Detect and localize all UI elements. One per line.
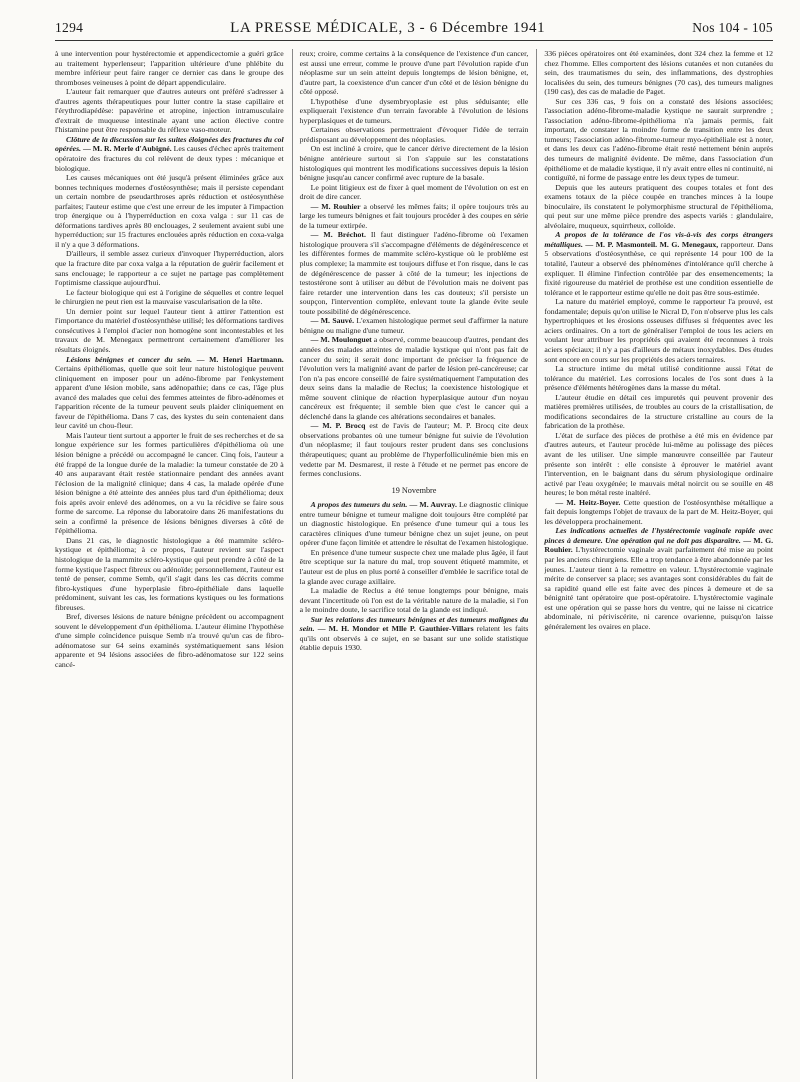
section-hysterectomie [544, 526, 773, 631]
section-author: — M. H. Mondor et Mlle P. Gauthier-Villars [317, 624, 474, 634]
paragraph: D'ailleurs, il semble assez curieux d'invoquer l'hyperréduction, alors que la fracture dite par coxa valga a la réputation de guérir facilement et sans enclouage; le rapporteur a ce sujet ne partage pas complètement l'optimisme classique aujourd'hui. [55, 249, 284, 288]
paragraph: Depuis que les auteurs pratiquent des coupes totales et font des examens totaux de la pièce coupée en tranches minces à la loupe binoculaire, ils constatent le polymorphisme structural de l'épithélioma, qui peut sur une même pièce prendre des aspects variés : glandulaire, alvéolaire, muqueux, squirrheux, colloïde. [544, 182, 773, 230]
discussion-moulonguet [300, 335, 529, 421]
paragraph-text: a observé les mêmes faits; il opère toujours très au large les tumeurs bénignes et fait toujours procéder à des coupes en série de la tumeur extirpée. [299, 201, 529, 230]
paragraph-text: est de l'avis de l'auteur; M. P. Brocq cite deux observations probantes où une tumeur bénigne fut suivie de l'évolution d'un néoplasme; il faut toujours rester prudent dans ses conclusions thérapeutiques; quant au problème de l'hyperfolliculinémie bien mis en vedette par M. Desmarest, il reste à l'étude et ne permet pas encore de fermes conclusions. [299, 421, 529, 479]
paragraph-text: Cette question de l'ostéosynthèse métallique a fait depuis longtemps l'objet de travaux de la part de M. Heitz-Boyer, qui les développera prochainement. [544, 497, 773, 526]
discussion-rouhier [300, 202, 529, 231]
discussion-heitz-boyer [544, 498, 773, 527]
section-author: — M. P. Masmonteil. M. G. Menegaux, [585, 239, 719, 249]
discussant-name: — M. Rouhier [310, 201, 361, 211]
paragraph: La nature du matériel employé, comme le rapporteur l'a prouvé, est fondamentale; depuis qu'on utilise le Nicral D, l'on n'observe plus les cals hypertrophiques et les érosions osseuses diffuses si fréquentes avec les aciers ordinaires. On a tort de généraliser l'emploi de tous les aciers en voulant leur attribuer les propriétés qui avaient été reconnues à trois aciers spéciaux; il n'y a pas d'ailleurs de métaux inoxydables. Des études sont encore en cours sur les propriétés des aciers ternaires. [544, 297, 773, 364]
journal-title: LA PRESSE MÉDICALE, 3 - 6 Décembre 1941 [230, 20, 546, 36]
section-heading: Lésions bénignes et cancer du sein. [66, 354, 193, 364]
issue-number: Nos 104 - 105 [692, 20, 773, 35]
section-lesions-cancer [55, 355, 284, 431]
paragraph: Le facteur biologique qui est à l'origine de séquelles et contre lequel le chirurgien ne peut rien est la mauvaise vascularisation de la tête. [55, 287, 284, 307]
discussant-name: — M. P. Brocq [310, 421, 366, 431]
column-2 [292, 49, 529, 1079]
section-author: — M. Auvray. [409, 500, 457, 510]
paragraph: En présence d'une tumeur suspecte chez une malade plus âgée, il faut être sceptique sur la nature du mal, trop souvent étiqueté mammite, et l'auteur est de plus en plus porté à conseiller d'emblée le sacrifice total de la glande avec curage axillaire. [299, 547, 529, 586]
paragraph-text: L'examen histologique permet seul d'affirmer la nature bénigne ou maligne d'une tumeur. [299, 316, 529, 335]
discussant-name: — M. Sauvé. [310, 316, 355, 326]
paragraph: Mais l'auteur tient surtout a apporter le fruit de ses recherches et de sa longue expérience sur les formes particulières d'épithélioma où une lésion bénigne a précédé ou accompagné le cancer. Cinq fois, l'auteur a été frappé de la longue durée de la maladie: la tumeur constatée de 20 à 40 ans auparavant était restée stationnaire pendant des années avant l'éclosion de la malignité clinique; dans 4 cas, la malade opérée d'une lésion bénigne a été atteinte des années plus tard d'un épithélioma; deux fois après avoir enlevé des adénomes, on a vu la récidive se faire sous forme de sarcome. La réponse du laboratoire dans 26 manifestations du sein a confirmé la présence de lésions bénignes diverses à côté de l'épithélioma. [55, 430, 284, 536]
discussant-name: — M. Bréchot. [310, 230, 366, 240]
paragraph: Dans 21 cas, le diagnostic histologique a été mammite scléro-kystique et épithélioma; à ce propos, l'auteur revient sur l'aspect histologique de la mammite scléro-kystique qui peut prendre à côté de la forme kystique l'aspect fibreux ou adénoïde; personnellement, l'auteur est tenté de penser, comme Semb, qu'il s'agit dans les cas décrits comme fibro-kystiques d'une hyperplasie fibro-épithéliale dans laquelle prédominent, suivant les cas, les formations kystiques ou les formations fibreuses. [55, 535, 284, 612]
section-author: — M. Henri Hartmann. [196, 354, 284, 364]
paragraph-text: Le diagnostic clinique entre tumeur bénigne et tumeur maligne doit toujours être complété par un diagnostic histologique. En présence d'une tumeur qui a tous les caractères cliniques d'une tumeur bénigne chez un sujet jeune, on peut opérer d'une façon limitée et attendre le résultat de l'examen histologique. [299, 500, 529, 548]
journal-name: LA PRESSE MÉDICALE [230, 20, 399, 36]
paragraph: L'auteur fait remarquer que d'autres auteurs ont préféré s'adresser à d'autres agents thérapeutiques pour lutter contre la stase capillaire et l'érythrodiapédèse: papavérine et atropine, injection intramusculaire d'extrait de muqueuse intestinale ayant une action élective contre l'histamine peut être responsable du réflexe vaso-moteur. [55, 87, 284, 135]
paragraph-text: rapporteur. Dans 5 observations d'ostéosynthèse, ce qui représente 14 pour 100 de la totalité, l'auteur a observé des phénomènes d'intolérance qu'il cherche à expliquer. Il élimine l'infection contrôlée par des ensemencements; la fixité rigoureuse du matériel de prothèse est une condition essentielle de tolérance et le rapporteur estime qu'elle ne doit pas être sous-estimée. [544, 239, 773, 297]
section-heading: Sur les relations des tumeurs bénignes et des tumeurs malignes du sein. [299, 614, 529, 634]
paragraph: à une intervention pour hystérectomie et appendicectomie a guéri grâce au traitement hyperlenseur; l'apparition ultérieure d'une phlébite du membre inférieur peut faire ranger ce dernier cas dans le groupe des thromboses veineuses à point de départ appendiculaire. [55, 49, 284, 87]
discussion-brechot [300, 230, 529, 316]
paragraph: On est incliné à croire, que le cancer dérive directement de la lésion bénigne antérieure surtout si l'on s'appuie sur les constatations histologiques qui montrent les modifications successives depuis la lésion bénigne jusqu'au cancer confirmé avec rupture de la basale. [299, 144, 529, 183]
paragraph: L'auteur étudie en détail ces impuretés qui peuvent provenir des matières premières utilisées, de troubles au cours de la cristallisation, de modifications secondaires de la structure cristalline au cours de la fabrication de la prothèse. [544, 392, 773, 431]
session-date: 19 Novembre [391, 485, 437, 495]
paragraph: 336 pièces opératoires ont été examinées, dont 324 chez la femme et 12 chez l'homme. Elles comportent des lésions cutanées et non cutanées du sein, des traumatismes du sein, des inflammations, des dystrophies localisées du sein, des tumeurs bénignes (70 cas), des tumeurs malignes (190 cas), des cas de maladie de Paget. [544, 49, 773, 97]
paragraph: Un dernier point sur lequel l'auteur tient à attirer l'attention est l'importance du matériel d'ostéosynthèse utilisé; les déformations tardives consécutives à l'emploi d'acier non homogène sont incontestables et les travaux de M. Menegaux permettront certainement d'améliorer les résultats éloignés. [55, 306, 284, 354]
column-1 [55, 49, 284, 1079]
discussion-sauve [300, 316, 529, 335]
page-header [55, 20, 773, 41]
section-author: — M. R. Merle d'Aubigné. [83, 144, 172, 154]
paragraph: L'état de surface des pièces de prothèse a été mis en évidence par d'autres auteurs, et l'auteur procède lui-même au polissage des pièces avant de les utiliser. Une simple manœuvre conseillée par l'auteur présente son intérêt : elle consiste à éprouver le matériel avant l'intervention, en le baignant dans du sérum physiologique ordinaire activé par l'eau oxygénée; le mauvais métal noircit ou se souille en 48 heures; le bon métal reste inaltéré. [544, 430, 773, 498]
page-number: 1294 [55, 20, 84, 35]
issue-date: 3 - 6 Décembre 1941 [407, 20, 546, 36]
paragraph-text: Il faut distinguer l'adéno-fibrome où l'examen histologique prouvera s'il s'accompagne d'éléments de dégénérescence et les différentes formes de mammite scléro-kystique où le problème est plus complexe; la mammite est toujours diffuse et l'on risque, dans le cas de dégénérescence de passer à côté de la tumeur; les injections de testostérone sont à utiliser au début de l'évolution mais ne doivent pas faire retarder une intervention dans les cas douteux; s'il persiste un soupçon, l'intervention complète, enlevant toute la glande évite seule toute possibilité de dégénérescence. [299, 230, 529, 316]
paragraph: Certaines observations permettraient d'évoquer l'idée de terrain prédisposant au développement des néoplasies. [299, 125, 529, 144]
section-heading: Clôture de la discussion sur les suites éloignées des fractures du col opérées. [55, 134, 284, 154]
section-heading: A propos des tumeurs du sein. [310, 500, 408, 510]
paragraph-text: a observé, comme beaucoup d'autres, pendant des années des malades atteintes de maladie kystique qui n'ont pas fait de cancer du sein; il serait donc important de préciser la fréquence de l'évolution vers la malignité avant de parler de lésion pré-cancéreuse; car l'on n'a pas encore conseillé de faire systématiquement l'amputation des deux seins dans la maladie de Reclus; la coexistence histologique et même souvent clinique de réaction hyperplasique autour d'un noyau cancéreux est fréquente; il semble bien que c'est le cancer qui a déclenché dans la glande ces altérations secondaires et banales. [299, 335, 529, 421]
paragraph: Bref, diverses lésions de nature bénigne précèdent ou accompagnent souvent le développement d'un épithélioma. L'auteur élimine l'hypothèse d'une simple coïncidence puisque Semb n'a trouvé qu'un cas de fibro-adénomatose sur 64 seins examinés systématiquement sans lésion apparente et 94 lésions associées de fibro-adénomatose sur 122 seins cancé- [55, 612, 284, 669]
section-fractures [55, 135, 284, 173]
section-heading: A propos de la tolérance de l'os vis-à-vis des corps étrangers métalliques. [544, 230, 773, 249]
paragraph: Les causes mécaniques ont été jusqu'à présent éliminées grâce aux bonnes techniques modernes d'ostéosynthèse; mais il persiste cependant un certain nombre de pseudarthroses après réduction et ostéosynthèse parfaites; l'auteur estime que c'est une erreur de les imputer à l'impaction trop énergique ou à l'hyperréduction en coxa valga : sur 11 cas de déformations tardives après 80 enclouages, 2 seulement avaient subi une hyperréduction; sur 15 fractures enclouées après réduction en coxa-valga il n'y a que 3 déformations. [55, 173, 284, 249]
section-tolerance-os [544, 230, 773, 297]
section-tumeurs-sein [300, 500, 529, 548]
paragraph-text: Certains épithéliomas, quelle que soit leur nature histologique peuvent cliniquement en imposer pour un adéno-fibrome par l'enkystement apparent d'une lésion mobile, sans adénopathie; dans ce cas, l'âge plus avancé des malades que celui des femmes atteintes de fibro-adénomes et l'apparition récente de la tumeur peuvent seuls plaider cliniquement en faveur de l'épithélioma. Dans 7 cas, des kystes du sein contenaient dans leur cavité un chou-fleur. [55, 364, 284, 431]
discussant-name: — M. Moulonguet [310, 335, 372, 345]
paragraph-text: Les causes d'échec après traitement opératoire des fractures du col relèvent de deux types : mécanique et biologique. [55, 144, 284, 173]
text-columns [55, 49, 773, 1079]
paragraph: Le point litigieux est de fixer à quel moment de l'évolution on est en droit de dire cancer. [299, 182, 529, 202]
discussion-brocq [300, 421, 529, 478]
paragraph: L'hypothèse d'une dysembryoplasie est plus séduisante; elle expliquerait l'existence d'un terrain favorable à l'évolution de lésions hyperplasiques et de tumeurs. [299, 96, 529, 125]
paragraph: La structure intime du métal utilisé conditionne aussi l'état de tolérance du matériel. Les corrosions locales de l'os sont dues à la présence d'éléments hétérogènes dans la masse du métal. [544, 364, 773, 393]
section-author: — M. G. Rouhier. [544, 535, 773, 555]
paragraph-text: relatent les faits qu'ils ont observés à ce sujet, en se basant sur une solide statistique établie depuis 1930. [299, 624, 529, 653]
column-3 [536, 49, 773, 1079]
paragraph-text: L'hystérectomie vaginale avait parfaitement été mise au point par les anciens chirurgiens. Elle a trop tendance à être abandonnée par les jeunes. L'auteur tient à la remettre en valeur. L'hystérectomie vaginale mérite de conserver sa place; ses avantages sont considérables du fait de sa rapidité quand elle est faite avec des pinces à demeure et de sa bénignité tant opératoire que post-opératoire. L'hystérectomie vaginale est une opération qui se passe hors du ventre, qui ne laisse ni cicatrice abdominale, ni périviscérite, ni carence ovarienne, puisqu'on laisse généralement les ovaires en place. [544, 545, 773, 631]
paragraph: reux; croire, comme certains à la conséquence de l'existence d'un cancer, est aussi une erreur, comme le prouve d'une part l'évolution rapide d'un néoplasme sur un sein atteint depuis longtemps de lésion bénigne, et, d'autre part, la coexistence d'un cancer d'un côté et de lésion bénigne du côté opposé. [299, 49, 529, 97]
paragraph: Sur ces 336 cas, 9 fois on a constaté des lésions associées; l'association adéno-fibrome-maladie kystique ne saurait surprendre ; l'association adéno-fibrome-épithélioma n'a jamais permis, fait important, de constater la moindre forme de transition entre les deux tumeurs; l'association adéno-fibrome-tumeur myo-épithéliale est à noter, et dans les deux cas l'adéno-fibrome était resté nettement bénin auprès des tumeurs de malignité évidente. De même, dans l'association d'un épithéliome et de maladie kystique, il n'y avait entre elles ni continuité, ni contiguïté, ni forme de passage entre les deux types de tumeur. [544, 96, 773, 183]
discussant-name: — M. Heitz-Boyer. [555, 497, 621, 507]
section-heading: Les indications actuelles de l'hystérectomie vaginale rapide avec pinces à demeure. Une opération qui ne doit pas disparaître. [544, 526, 773, 545]
paragraph: La maladie de Reclus a été tenue longtemps pour bénigne, mais devant l'incertitude où l'on est de la véritable nature de la maladie, si l'on a le moindre doute, le sacrifice total de la glande est indiqué. [299, 586, 529, 615]
section-relations-tumeurs [300, 615, 529, 653]
